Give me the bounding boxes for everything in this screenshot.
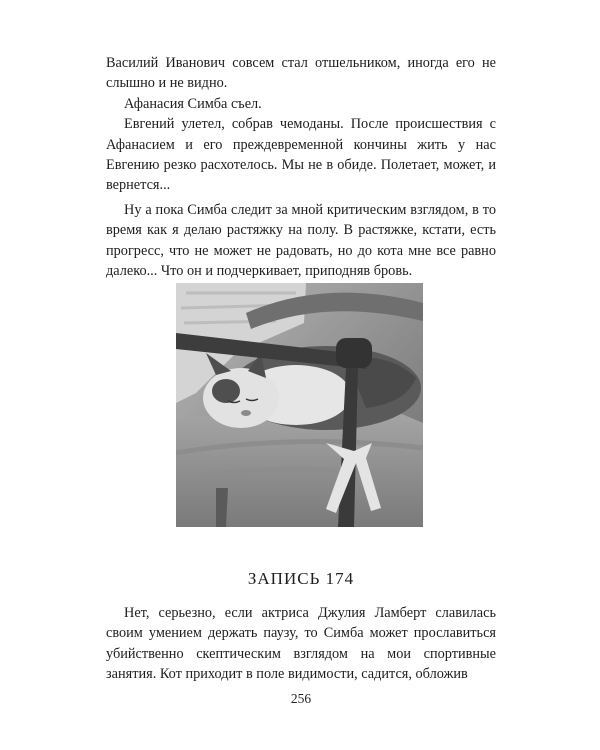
paragraph: Евгений улетел, собрав чемоданы. После происшествия с Афанасием и его преждевременной кончины жить у нас Евгению резко расхотелось. Мы не в обиде. Полетает, может, и вернется... <box>106 116 496 194</box>
paragraph: Василий Иванович совсем стал отшельником, иногда его не слышно и не видно. <box>106 55 496 92</box>
page-number: 256 <box>290 691 312 706</box>
paragraph: Ну а пока Симба следит за мной критическим взглядом, в то время как я делаю растяжку на полу. В растяжке, кстати, есть прогресс, что не может не радовать, но до кота мне все равно далеко... Что он и подчеркивает, приподняв бровь. <box>106 202 496 280</box>
text-block-bottom <box>106 603 496 685</box>
text-block-top <box>106 53 496 196</box>
cat-on-chair-image <box>176 283 423 527</box>
cat-photo <box>176 283 423 527</box>
text-block-middle <box>106 200 496 282</box>
section-heading: ЗАПИСЬ 174 <box>247 569 355 588</box>
paragraph: Афанасия Симба съел. <box>124 95 262 112</box>
paragraph: Нет, серьезно, если актриса Джулия Ламберт славилась своим умением держать паузу, то Симба может прославиться убийственно скептическим взглядом на мои спортивные занятия. Кот приходит в поле видимости, садится, обложив <box>106 605 496 683</box>
